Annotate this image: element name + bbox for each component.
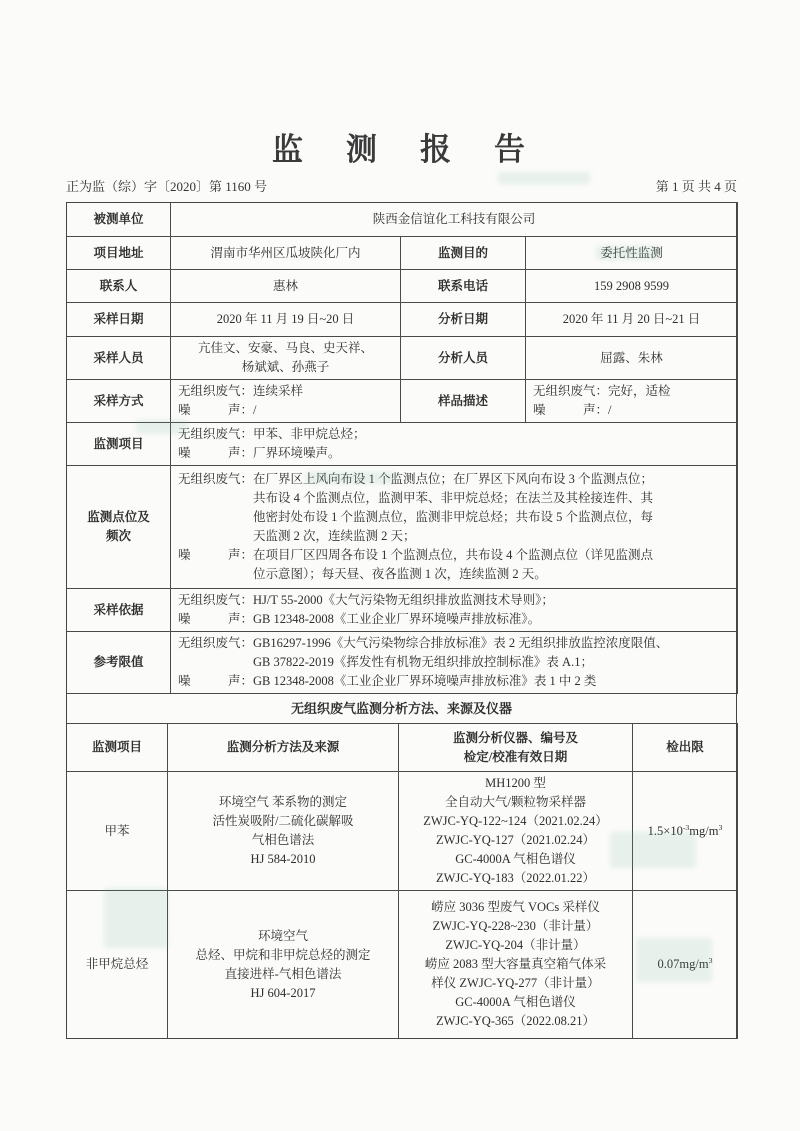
section-title: 无组织废气监测分析方法、来源及仪器 xyxy=(67,694,737,724)
sampling-method-label: 采样方式 xyxy=(67,380,171,423)
report-content xyxy=(66,130,737,1039)
table-row xyxy=(67,303,738,337)
table-row xyxy=(67,772,738,891)
sample-description-value: 无组织废气： 完好，适检 噪 声： / xyxy=(526,380,738,423)
gas-label: 无组织废气： xyxy=(178,384,254,398)
item-name: 非甲烷总烃 xyxy=(67,891,168,1039)
analysis-date-label: 分析日期 xyxy=(401,303,526,337)
monitoring-purpose-label: 监测目的 xyxy=(401,237,526,270)
noise-label: 噪 声： xyxy=(178,446,254,460)
samplers-label: 采样人员 xyxy=(67,337,171,380)
noise-label: 噪 声： xyxy=(178,612,254,626)
document-number: 正为监（综）字〔2020〕第 1160 号 xyxy=(66,179,268,194)
item-name: 甲苯 xyxy=(67,772,168,891)
samplers-value: 亢佳文、安豪、马良、史天祥、 杨斌斌、孙燕子 xyxy=(171,337,401,380)
analysis-date-value: 2020 年 11 月 20 日~21 日 xyxy=(526,303,738,337)
section-title-table xyxy=(66,693,737,724)
table-row xyxy=(67,632,738,694)
method-source: 环境空气 苯系物的测定 活性炭吸附/二硫化碳解吸 气相色谱法 HJ 584-2010 xyxy=(168,772,399,891)
analysts-label: 分析人员 xyxy=(401,337,526,380)
tested-unit-label: 被测单位 xyxy=(67,203,171,237)
noise-label: 噪 声： xyxy=(533,403,609,417)
detection-limit: $0.07mg/m^3$ xyxy=(633,891,738,1039)
table-row xyxy=(67,203,738,237)
monitoring-items-label: 监测项目 xyxy=(67,423,171,466)
instrument-list: MH1200 型 全自动大气/颗粒物采样器 ZWJC-YQ-122~124（2021.02.24） ZWJC-YQ-127（2021.02.24） GC-4000A 气相色谱仪 ZWJC-YQ-183（2022.01.22） xyxy=(399,772,633,891)
gas-label: 无组织废气： xyxy=(178,427,254,441)
sampling-basis-label: 采样依据 xyxy=(67,589,171,632)
monitoring-points-value: 无组织废气： 在厂界区上风向布设 1 个监测点位；在厂界区下风向布设 3 个监测点位； 共布设 4 个监测点位，监测甲苯、非甲烷总烃；在法兰及其栓接连件、其 他密封处布设 1 个监测点位，监测非甲烷总烃；共布设 5 个监测点位，每 天监测 2 次，连续监测 2 天； 噪 声： 在项目厂区四周各布设 1 个监测点位，共布设 4 个监测点位（详见监测点 位示意图）；每天昼、夜各监测 1 次，连续监测 2 天。 xyxy=(171,466,738,589)
sample-description-label: 样品描述 xyxy=(401,380,526,423)
monitoring-items-value: 无组织废气： 甲苯、非甲烷总烃； 噪 声： 厂界环境噪声。 xyxy=(171,423,738,466)
project-address-value: 渭南市华州区瓜坡陕化厂内 xyxy=(171,237,401,270)
monitoring-points-label: 监测点位及 频次 xyxy=(67,466,171,589)
table-row xyxy=(67,694,737,724)
report-tables xyxy=(66,202,737,1039)
sampling-method-value: 无组织废气： 连续采样 噪 声： / xyxy=(171,380,401,423)
gas-label: 无组织废气： xyxy=(533,384,609,398)
column-header-detection-limit: 检出限 xyxy=(633,724,738,772)
monitoring-purpose-value: 委托性监测 xyxy=(526,237,738,270)
noise-label: 噪 声： xyxy=(178,548,254,562)
analysts-value: 屈露、朱林 xyxy=(526,337,738,380)
gas-label: 无组织废气： xyxy=(178,472,254,486)
table-header-row xyxy=(67,724,738,772)
phone-label: 联系电话 xyxy=(401,270,526,303)
table-row xyxy=(67,466,738,589)
reference-limits-label: 参考限值 xyxy=(67,632,171,694)
page-indicator: 第 1 页 共 4 页 xyxy=(655,179,737,194)
instrument-list: 崂应 3036 型废气 VOCs 采样仪 ZWJC-YQ-228~230（非计量） ZWJC-YQ-204（非计量） 崂应 2083 型大容量真空箱气体采 样仪 ZWJC-YQ-277（非计量） GC-4000A 气相色谱仪 ZWJC-YQ-365（2022.08.21） xyxy=(399,891,633,1039)
table-row xyxy=(67,589,738,632)
reference-limits-value: 无组织废气： GB16297-1996《大气污染物综合排放标准》表 2 无组织排放监控浓度限值、 GB 37822-2019《挥发性有机物无组织排放控制标准》表 A.1； 噪 声： GB 12348-2008《工业企业厂界环境噪声排放标准》表 1 中 2 类 xyxy=(171,632,738,694)
noise-label: 噪 声： xyxy=(178,674,254,688)
table-row xyxy=(67,237,738,270)
project-address-label: 项目地址 xyxy=(67,237,171,270)
column-header-instrument: 监测分析仪器、编号及 检定/校准有效日期 xyxy=(399,724,633,772)
sampling-basis-value: 无组织废气： HJ/T 55-2000《大气污染物无组织排放监测技术导则》； 噪 声： GB 12348-2008《工业企业厂界环境噪声排放标准》。 xyxy=(171,589,738,632)
info-table xyxy=(66,202,738,694)
table-row xyxy=(67,380,738,423)
gas-label: 无组织废气： xyxy=(178,636,254,650)
report-title: 监 测 报 告 xyxy=(272,132,531,167)
sampling-date-label: 采样日期 xyxy=(67,303,171,337)
report-meta-row xyxy=(66,176,737,195)
detection-limit: $1.5\times 10^{-3}mg/m^3$ xyxy=(633,772,738,891)
method-source: 环境空气 总烃、甲烷和非甲烷总烃的测定 直接进样-气相色谱法 HJ 604-2017 xyxy=(168,891,399,1039)
methods-table xyxy=(66,723,738,1039)
column-header-item: 监测项目 xyxy=(67,724,168,772)
noise-label: 噪 声： xyxy=(178,403,254,417)
contact-value: 惠林 xyxy=(171,270,401,303)
table-row xyxy=(67,891,738,1039)
table-row xyxy=(67,423,738,466)
gas-label: 无组织废气： xyxy=(178,593,254,607)
tested-unit-value: 陕西金信谊化工科技有限公司 xyxy=(171,203,738,237)
table-row xyxy=(67,270,738,303)
phone-value: 159 2908 9599 xyxy=(526,270,738,303)
column-header-method: 监测分析方法及来源 xyxy=(168,724,399,772)
contact-label: 联系人 xyxy=(67,270,171,303)
sampling-date-value: 2020 年 11 月 19 日~20 日 xyxy=(171,303,401,337)
table-row xyxy=(67,337,738,380)
